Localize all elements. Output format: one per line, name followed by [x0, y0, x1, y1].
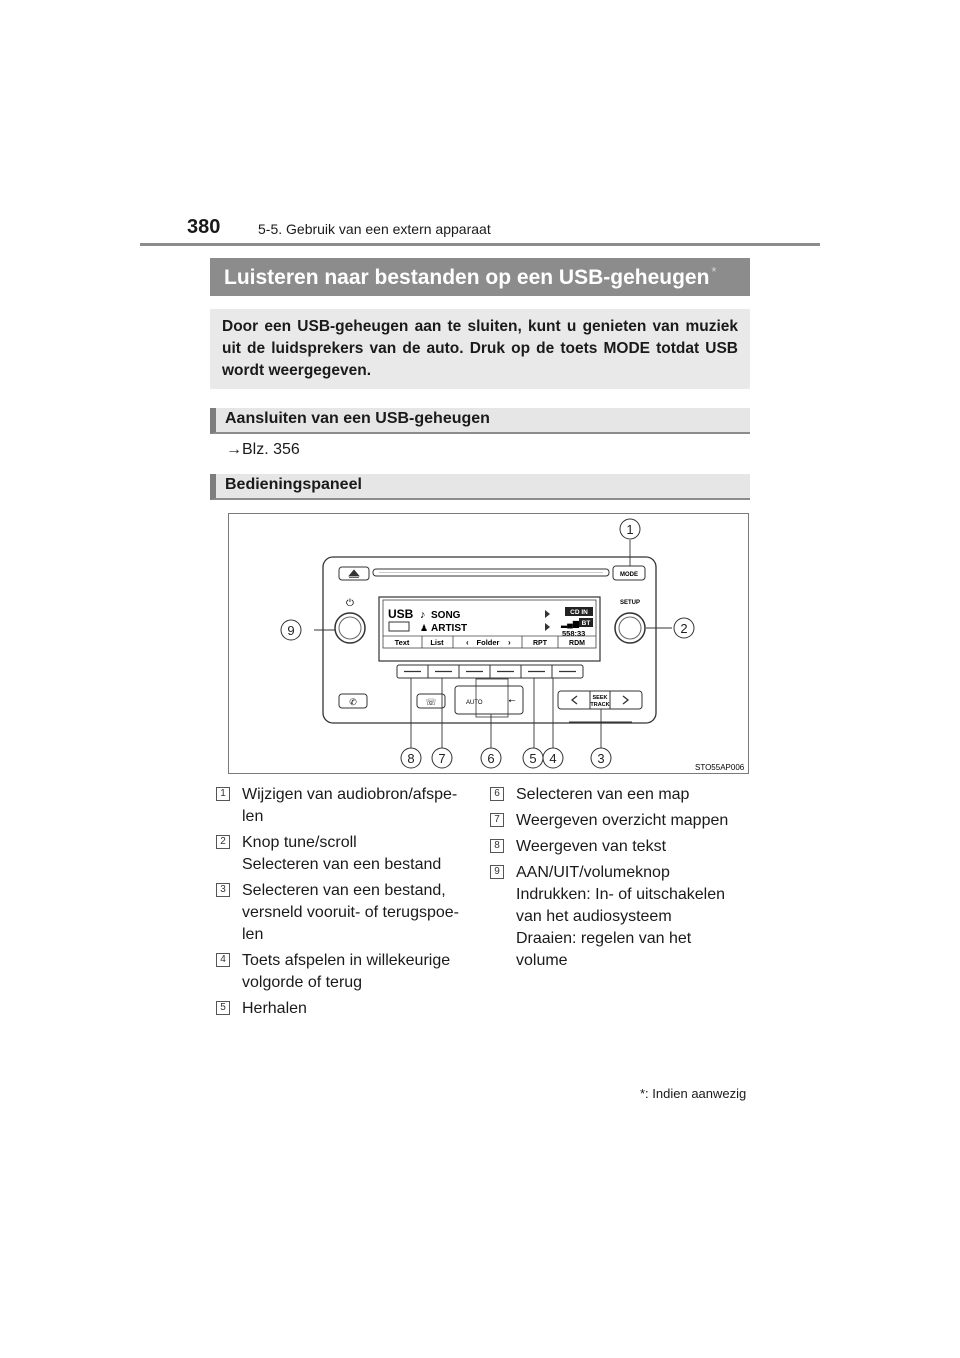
page-reference: →Blz. 356 — [226, 441, 300, 458]
softkey-rpt: RPT — [533, 640, 547, 647]
display-usb: USB — [388, 607, 414, 621]
legend-number: 7 — [490, 813, 504, 827]
header-rule — [140, 243, 820, 246]
optional-mark: * — [711, 264, 717, 279]
legend-line: len — [242, 926, 264, 943]
section-heading-panel: Bedieningspaneel — [210, 474, 750, 500]
legend-line: Herhalen — [242, 1000, 307, 1017]
power-icon: ⏻ — [346, 598, 354, 609]
hangup-icon: ☏ — [425, 697, 437, 707]
control-panel-figure — [228, 513, 749, 774]
callout-3-label: 3 — [597, 751, 605, 766]
softkey-rdm: RDM — [569, 640, 585, 647]
person-icon: ♟ — [420, 623, 429, 633]
svg-text:‹: ‹ — [466, 638, 469, 647]
callout-6-label: 6 — [487, 751, 495, 766]
legend-line: versneld vooruit- of terugspoe- — [242, 904, 459, 921]
legend-number: 8 — [490, 839, 504, 853]
main-heading-text: Luisteren naar bestanden op een USB-geheugen — [224, 266, 710, 289]
legend-number: 4 — [216, 953, 230, 967]
callout-5-label: 5 — [529, 751, 537, 766]
page-number: 380 — [187, 216, 221, 238]
legend-number: 9 — [490, 865, 504, 879]
footnote: *: Indien aanwezig — [640, 1086, 747, 1101]
phone-icon: ✆ — [349, 697, 357, 707]
display-artist: ARTIST — [431, 623, 468, 634]
legend-line: Knop tune/scroll — [242, 834, 357, 851]
music-note-icon: ♪ — [420, 609, 426, 621]
intro-text: Door een USB-geheugen aan te sluiten, kunt u genieten van muziek uit de luidsprekers van de auto. Druk op de toets MODE totdat USB wordt weergegeven. — [210, 309, 750, 389]
seek-label: SEEK — [592, 695, 608, 701]
display-time: 558:33 — [562, 629, 586, 638]
bt-label: BT — [581, 620, 591, 627]
callout-8-label: 8 — [407, 751, 415, 766]
legend-number: 2 — [216, 835, 230, 849]
chapter-title: 5-5. Gebruik van een extern apparaat — [258, 221, 491, 237]
legend-line: Weergeven overzicht mappen — [516, 812, 729, 829]
callout-1-label: 1 — [626, 522, 634, 537]
legend-number: 5 — [216, 1001, 230, 1015]
legend-line: volgorde of terug — [242, 974, 363, 991]
mode-label: MODE — [620, 572, 638, 578]
display-song: SONG — [431, 610, 461, 621]
legend-number: 1 — [216, 787, 230, 801]
callout-4-label: 4 — [549, 751, 557, 766]
legend-line: volume — [516, 952, 568, 969]
figure-code: STO55AP006 — [695, 763, 745, 772]
legend-number: 6 — [490, 787, 504, 801]
usb-port-icon: ⭠ — [508, 695, 516, 705]
legend-line: Indrukken: In- of uitschakelen — [516, 886, 726, 903]
legend-line: len — [242, 808, 264, 825]
track-label: TRACK — [590, 702, 610, 708]
legend-line: Wijzigen van audiobron/afspe- — [242, 786, 458, 803]
callout-7-label: 7 — [438, 751, 446, 766]
setup-label: SETUP — [619, 600, 641, 606]
callout-2-label: 2 — [680, 621, 688, 636]
section-heading-connect: Aansluiten van een USB-geheugen — [210, 408, 750, 434]
softkey-list: List — [430, 638, 444, 647]
legend-line: van het audiosysteem — [516, 908, 672, 925]
cd-in-label: CD IN — [570, 609, 588, 616]
main-heading — [210, 258, 750, 296]
legend-line: Weergeven van tekst — [516, 838, 667, 855]
svg-text:›: › — [508, 638, 511, 647]
legend-line: AAN/UIT/volumeknop — [516, 864, 670, 881]
legend-line: Selecteren van een map — [516, 786, 690, 803]
legend-line: Selecteren van een bestand — [242, 856, 442, 873]
softkey-text: Text — [394, 638, 410, 647]
legend-line: Draaien: regelen van het — [516, 930, 692, 947]
softkey-folder: Folder — [476, 638, 500, 647]
auto-label: AUTO — [466, 700, 483, 706]
legend-line: Selecteren van een bestand, — [242, 882, 446, 899]
signal-icon: ▂▄▆ — [561, 619, 579, 628]
callout-9-label: 9 — [287, 623, 295, 638]
legend-line: Toets afspelen in willekeurige — [242, 952, 451, 969]
legend-number: 3 — [216, 883, 230, 897]
